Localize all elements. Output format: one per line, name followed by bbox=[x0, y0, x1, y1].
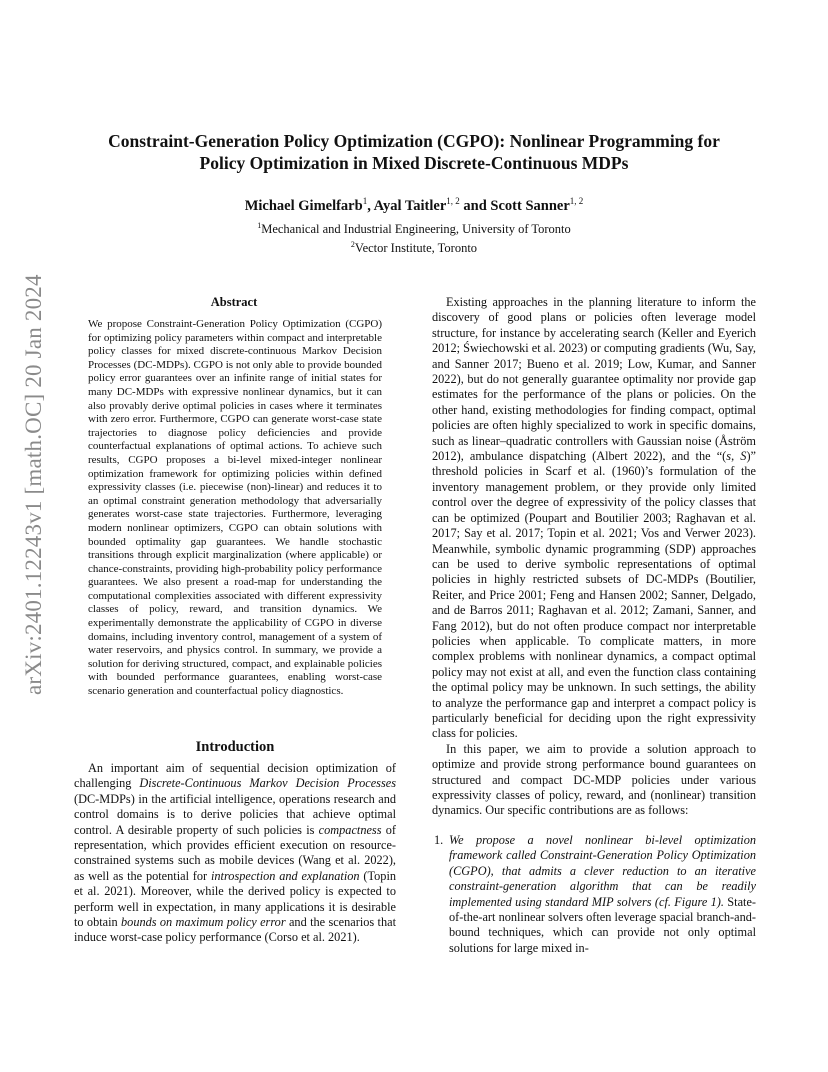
affiliation-2: $^2$Vector Institute, Toronto bbox=[350, 240, 478, 255]
introduction-heading: Introduction bbox=[195, 739, 275, 755]
author-2: Ayal Taitler bbox=[373, 198, 447, 214]
author-3-affil: 1, 2 bbox=[569, 196, 584, 206]
contributions-intro-paragraph: In this paper, we aim to provide a solution approach to optimize and provide strong performance bound guarantees on structured and compact DC-MDP policies under various expressivity classes of policy, reward, and (nonlinear) transition dynamics. Our specific contributions are as follows: bbox=[432, 741, 756, 818]
right-column bbox=[432, 295, 756, 819]
paper-title-line-2: Policy Optimization in Mixed Discrete-Continuous MDPs bbox=[199, 153, 629, 173]
author-1: Michael Gimelfarb bbox=[244, 198, 363, 214]
contribution-item-1 bbox=[432, 833, 756, 956]
author-list bbox=[60, 192, 768, 215]
abstract-text: We propose Constraint-Generation Policy Optimization (CGPO) for optimizing policy parameters within compact and interpretable policy classes for mixed discrete-continuous Markov Decision Processes (DC-MDPs). CGPO is not only able to provide bounded policy error guarantees over an infinite range of initial states for many DC-MDPs with expressive nonlinear dynamics, but it can also provably derive optimal policies in cases where it terminates with zero error. Furthermore, CGPO can generate worst-case state trajectories to diagnose policy deficiencies and provide counterfactual explanations of optimal actions. To achieve such results, CGPO proposes a bi-level mixed-integer nonlinear optimization framework for optimizing policies within defined expressivity classes (i.e. piecewise (non)-linear) and reduces it to an optimal constraint generation methodology that adversarially generates worst-case state trajectories. Furthermore, leveraging modern nonlinear optimizers, CGPO can obtain solutions with bounded optimality gap guarantees. We handle stochastic transitions through explicit marginalization (where applicable) or chance-constraints, providing high-probability policy performance guarantees. We also present a road-map for understanding the computational complexities associated with different expressivity classes of policy, reward, and transition dynamics. We experimentally demonstrate the applicability of CGPO in diverse domains, including inventory control, management of a system of water reservoirs, and physics control. In summary, we provide a solution for deriving structured, compact, and explainable policies with bounded performance guarantees, enabling worst-case scenario generation and counterfactual policy diagnostics. bbox=[88, 318, 382, 698]
contribution-text: We propose a novel nonlinear bi-level optimization framework called Constraint-Generation Policy Optimization (CGPO), that admits a clever reduction to an iterative constraint-generation algorithm that can be readily implemented using standard MIP solvers (cf. Figure 1). State-of-the-art nonlinear solvers often leverage spacial branch-and-bound techniques, which can provide not only optimal solutions for large mixed in- bbox=[449, 833, 756, 955]
paper-title bbox=[60, 130, 768, 174]
arxiv-side-stamp bbox=[22, 275, 46, 695]
affiliation-list bbox=[60, 218, 768, 256]
contribution-number: 1. bbox=[434, 833, 444, 847]
author-3: Scott Sanner bbox=[490, 198, 570, 214]
related-work-paragraph: Existing approaches in the planning literature to inform the discovery of good plans or policies often leverage model structure, for instance by accelerating search (Keller and Eyerich 2012; Świechowski et al. 2023) or computing gradients (Wu, Say, and Sanner 2017; Bueno et al. 2019; Low, Kumar, and Sanner 2022), but do not generally guarantee optimality nor provide gap estimates for the performance of the plans or policies. On the other hand, existing methodologies for finding compact, optimal policies are often highly specialized to work in specific domains, such as linear–quadratic controllers with Gaussian noise (Åström 2012), ambulance dispatching (Albert 2022), and the “(s, S)” threshold policies in Scarf et al. (1960)’s formulation of the inventory management problem, or they provide only limited control over the degree of expressivity of the policy classes that can be optimized (Poupart and Boutilier 2003; Raghavan et al. 2017; Say et al. 2017; Topin et al. 2021; Vos and Verwer 2023). Meanwhile, symbolic dynamic programming (SDP) approaches can be used to derive symbolic representations of optimal policies in highly restricted subsets of DC-MDPs (Boutilier, Reiter, and Price 2001; Feng and Hansen 2002; Sanner, Delgado, and de Barros 2011; Raghavan et al. 2012; Zamani, Sanner, and Fang 2012), but do not often produce compact nor interpretable policies when applicable. To complicate matters, in more complex problems with nonlinear dynamics, a compact optimal policy may not exist at all, and even the function class containing the optimal policy may be unknown. In such settings, the ability to analyze the performance gap and interpret a compact policy is particularly beneficial for deciding upon the right expressivity class for policies. bbox=[432, 295, 756, 741]
affiliation-1: $^1$Mechanical and Industrial Engineering, University of Toronto bbox=[257, 221, 571, 236]
paper-title-line-1: Constraint-Generation Policy Optimization (CGPO): Nonlinear Programming for bbox=[108, 131, 720, 151]
author-1-affil: 1 bbox=[362, 196, 368, 206]
arxiv-identifier: arXiv:2401.12243v1 [math.OC] 20 Jan 2024 bbox=[21, 274, 46, 695]
author-2-affil: 1, 2 bbox=[446, 196, 460, 206]
author-separator: , bbox=[367, 198, 374, 214]
abstract-heading: Abstract bbox=[210, 295, 258, 309]
introduction-paragraph: An important aim of sequential decision optimization of challenging Discrete-Continuous Markov Decision Processes (DC-MDPs) in the artificial intelligence, operations research and control domains is to derive policies that achieve optimal control. A desirable property of such policies is compactness of representation, which provides efficient execution on resource-constrained systems such as mobile devices (Wang et al. 2022), as well as the potential for introspection and explanation (Topin et al. 2021). Moreover, while the derived policy is expected to perform well in expectation, in many applications it is desirable to obtain bounds on maximum policy error and the scenarios that induce worst-case policy performance (Corso et al. 2021). bbox=[74, 761, 397, 945]
author-separator: and bbox=[459, 198, 491, 214]
